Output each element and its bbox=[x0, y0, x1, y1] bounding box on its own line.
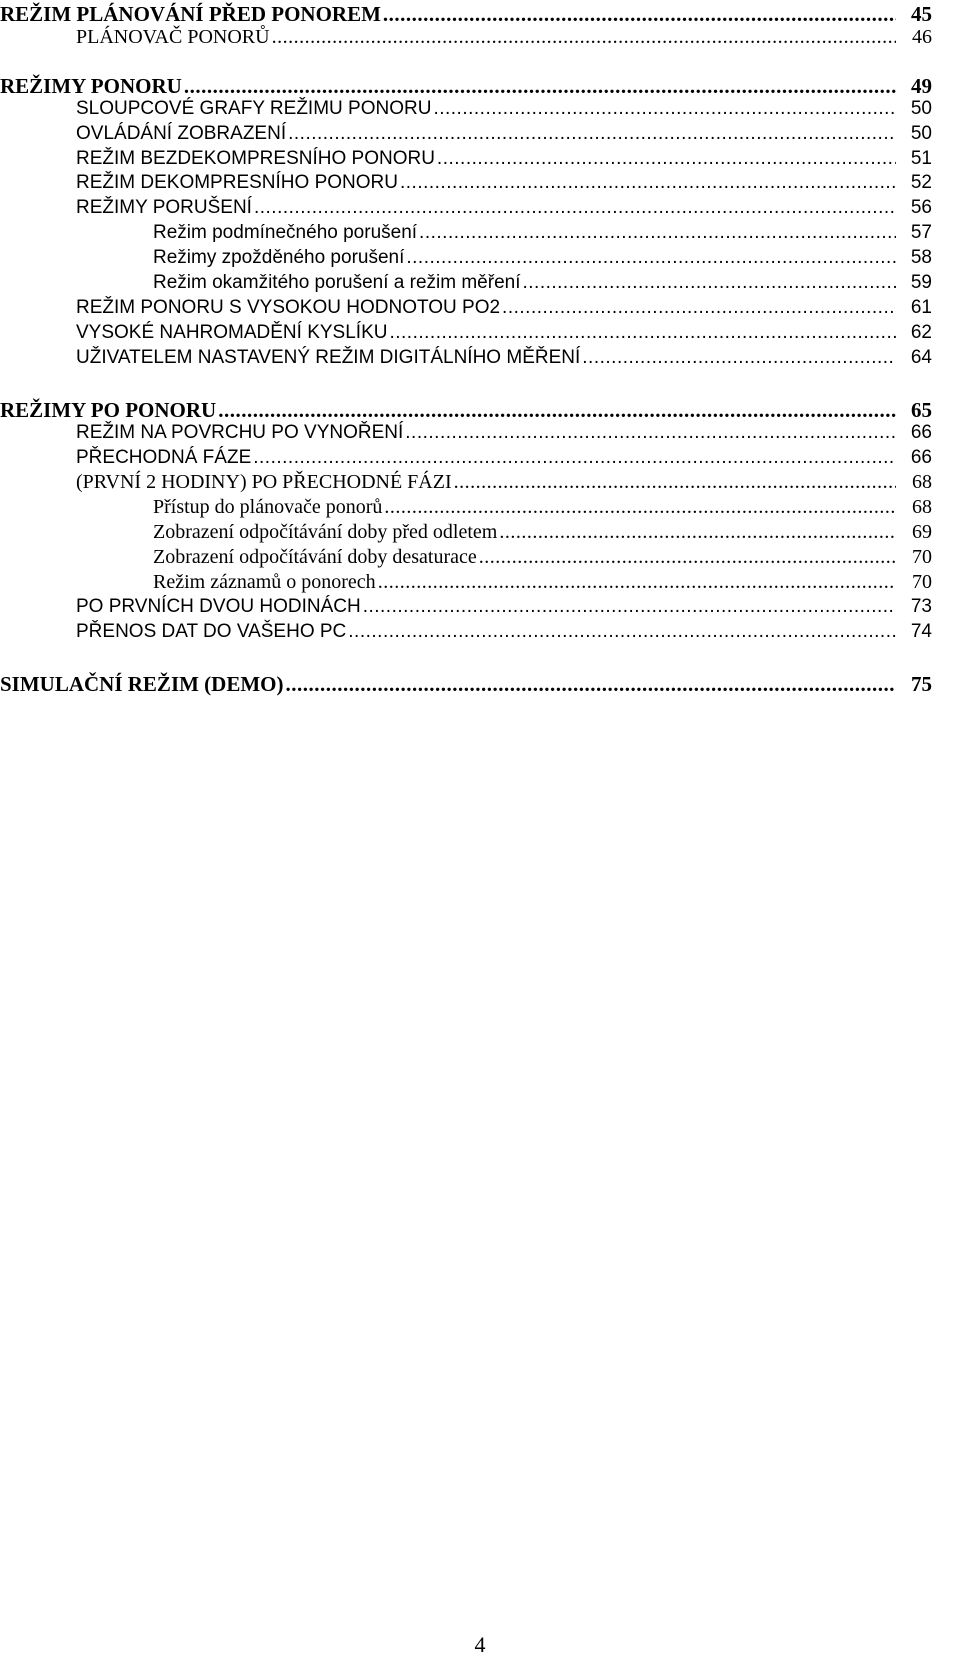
toc-entry[interactable] bbox=[76, 621, 932, 645]
toc-entry-label: PLÁNOVAČ PONORŮ bbox=[76, 26, 270, 48]
dot-leader bbox=[433, 98, 896, 120]
toc-entry-label: (PRVNÍ 2 HODINY) PO PŘECHODNÉ FÁZI bbox=[76, 471, 452, 493]
toc-entry[interactable] bbox=[76, 596, 932, 620]
dot-leader bbox=[454, 471, 896, 494]
toc-entry-page: 65 bbox=[911, 398, 932, 422]
toc-entry-page: 64 bbox=[910, 347, 932, 368]
toc-entry-page: 52 bbox=[910, 172, 932, 193]
toc-entry[interactable] bbox=[153, 496, 932, 520]
toc-entry-page: 74 bbox=[910, 621, 932, 642]
toc-entry-page: 62 bbox=[910, 322, 932, 343]
toc-entry[interactable] bbox=[0, 74, 932, 98]
toc-entry-page: 73 bbox=[910, 596, 932, 617]
dot-leader bbox=[288, 123, 896, 145]
toc-entry-page: 50 bbox=[910, 98, 932, 119]
toc-entry[interactable] bbox=[76, 172, 932, 196]
toc-entry-page: 70 bbox=[912, 571, 932, 593]
toc-entry-page: 57 bbox=[910, 222, 932, 243]
toc-entry-label: Režim záznamů o ponorech bbox=[153, 571, 376, 593]
toc-entry-page: 59 bbox=[910, 272, 932, 293]
toc-entry-label: Režim podmínečného porušení bbox=[153, 222, 418, 243]
toc-entry-page: 66 bbox=[910, 422, 932, 443]
dot-leader bbox=[419, 222, 896, 244]
toc-entry[interactable] bbox=[153, 272, 932, 296]
dot-leader bbox=[378, 571, 896, 594]
toc-entry-label: REŽIMY PORUŠENÍ bbox=[76, 197, 252, 218]
dot-leader bbox=[383, 2, 896, 27]
toc-entry[interactable] bbox=[0, 2, 932, 26]
dot-leader bbox=[406, 247, 896, 269]
dot-leader bbox=[499, 521, 896, 544]
toc-entry-page: 70 bbox=[912, 546, 932, 568]
dot-leader bbox=[522, 272, 896, 294]
dot-leader bbox=[218, 398, 896, 423]
toc-entry[interactable] bbox=[76, 322, 932, 346]
toc-entry[interactable] bbox=[76, 471, 932, 495]
toc-entry-label: REŽIMY PO PONORU bbox=[0, 398, 217, 422]
toc-entry[interactable] bbox=[153, 247, 932, 271]
dot-leader bbox=[479, 546, 896, 569]
toc-entry-label: Režimy zpožděného porušení bbox=[153, 247, 405, 268]
toc-entry-label: PŘECHODNÁ FÁZE bbox=[76, 447, 252, 468]
dot-leader bbox=[253, 447, 896, 469]
toc-entry-page: 75 bbox=[911, 672, 932, 696]
toc-entry-label: REŽIMY PONORU bbox=[0, 74, 182, 98]
toc-entry[interactable] bbox=[76, 123, 932, 147]
dot-leader bbox=[384, 496, 896, 519]
dot-leader bbox=[348, 621, 896, 643]
toc-entry-page: 45 bbox=[911, 2, 932, 26]
dot-leader bbox=[286, 672, 897, 697]
page-number: 4 bbox=[474, 1632, 486, 1657]
toc-entry-page: 56 bbox=[910, 197, 932, 218]
toc-entry[interactable] bbox=[0, 398, 932, 422]
toc-entry-page: 46 bbox=[912, 26, 932, 48]
toc-entry-label: Zobrazení odpočítávání doby před odletem bbox=[153, 521, 498, 543]
toc-entry[interactable] bbox=[153, 521, 932, 545]
toc-entry-page: 51 bbox=[910, 148, 932, 169]
toc-entry-label: PO PRVNÍCH DVOU HODINÁCH bbox=[76, 596, 361, 617]
toc-entry[interactable] bbox=[76, 297, 932, 321]
toc-entry[interactable] bbox=[153, 546, 932, 570]
toc-entry-label: REŽIM DEKOMPRESNÍHO PONORU bbox=[76, 172, 398, 193]
toc-entry[interactable] bbox=[76, 148, 932, 172]
dot-leader bbox=[272, 26, 896, 49]
toc-entry-label: VYSOKÉ NAHROMADĚNÍ KYSLÍKU bbox=[76, 322, 388, 343]
toc-entry-label: SIMULAČNÍ REŽIM (DEMO) bbox=[0, 672, 284, 696]
dot-leader bbox=[437, 148, 896, 170]
toc-entry-label: PŘENOS DAT DO VAŠEHO PC bbox=[76, 621, 347, 642]
toc-entry-label: REŽIM BEZDEKOMPRESNÍHO PONORU bbox=[76, 148, 435, 169]
toc-entry-page: 58 bbox=[910, 247, 932, 268]
dot-leader bbox=[389, 322, 896, 344]
toc-entry-label: UŽIVATELEM NASTAVENÝ REŽIM DIGITÁLNÍHO MĚŘENÍ bbox=[76, 347, 581, 368]
toc-entry-page: 50 bbox=[910, 123, 932, 144]
toc-entry-label: SLOUPCOVÉ GRAFY REŽIMU PONORU bbox=[76, 98, 432, 119]
dot-leader bbox=[254, 197, 896, 219]
toc-entry-page: 61 bbox=[910, 297, 932, 318]
toc-entry-label: Režim okamžitého porušení a režim měření bbox=[153, 272, 521, 293]
toc-entry-page: 66 bbox=[910, 447, 932, 468]
toc-entry[interactable] bbox=[0, 672, 932, 696]
toc-entry[interactable] bbox=[76, 347, 932, 371]
toc-entry[interactable] bbox=[76, 447, 932, 471]
toc-entry[interactable] bbox=[153, 222, 932, 246]
dot-leader bbox=[405, 422, 896, 444]
toc-entry-page: 68 bbox=[912, 496, 932, 518]
toc-entry-label: OVLÁDÁNÍ ZOBRAZENÍ bbox=[76, 123, 287, 144]
toc-entry-label: REŽIM PONORU S VYSOKOU HODNOTOU PO2 bbox=[76, 297, 501, 318]
toc-entry-page: 69 bbox=[912, 521, 932, 543]
dot-leader bbox=[400, 172, 896, 194]
toc-entry[interactable] bbox=[76, 26, 932, 50]
toc-entry-label: Přístup do plánovače ponorů bbox=[153, 496, 383, 518]
toc-entry[interactable] bbox=[76, 197, 932, 221]
toc-entry-label: REŽIM NA POVRCHU PO VYNOŘENÍ bbox=[76, 422, 404, 443]
toc-entry[interactable] bbox=[76, 422, 932, 446]
toc-entry[interactable] bbox=[76, 98, 932, 122]
dot-leader bbox=[582, 347, 896, 369]
dot-leader bbox=[502, 297, 896, 319]
dot-leader bbox=[184, 74, 896, 99]
toc-entry-page: 49 bbox=[911, 74, 932, 98]
toc-entry-page: 68 bbox=[912, 471, 932, 493]
dot-leader bbox=[363, 596, 896, 618]
toc-entry-label: Zobrazení odpočítávání doby desaturace bbox=[153, 546, 477, 568]
toc-entry-label: REŽIM PLÁNOVÁNÍ PŘED PONOREM bbox=[0, 2, 381, 26]
toc-entry[interactable] bbox=[153, 571, 932, 595]
